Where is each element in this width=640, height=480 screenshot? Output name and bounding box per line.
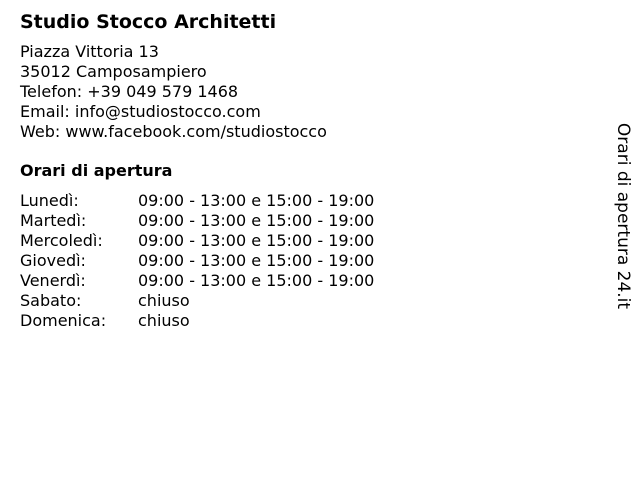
opening-hours-table xyxy=(20,191,600,331)
hours-row-friday xyxy=(20,271,600,291)
hours-day: Lunedì: xyxy=(20,191,79,210)
hours-day: Venerdì: xyxy=(20,271,86,290)
business-card xyxy=(20,10,600,331)
hours-day: Martedì: xyxy=(20,211,87,230)
city-line: 35012 Camposampiero xyxy=(20,62,207,81)
hours-time: 09:00 - 13:00 e 15:00 - 19:00 xyxy=(138,211,375,230)
hours-time: chiuso xyxy=(138,291,190,310)
hours-time: chiuso xyxy=(138,311,190,330)
hours-day: Giovedì: xyxy=(20,251,86,270)
hours-row-sunday xyxy=(20,311,600,331)
hours-time: 09:00 - 13:00 e 15:00 - 19:00 xyxy=(138,231,375,250)
hours-time: 09:00 - 13:00 e 15:00 - 19:00 xyxy=(138,251,375,270)
hours-row-monday xyxy=(20,191,600,211)
phone-line: Telefon: +39 049 579 1468 xyxy=(20,82,239,101)
site-watermark: Orari di apertura 24.it xyxy=(613,122,633,310)
hours-row-saturday xyxy=(20,291,600,311)
hours-time: 09:00 - 13:00 e 15:00 - 19:00 xyxy=(138,271,375,290)
email-line: Email: info@studiostocco.com xyxy=(20,102,261,121)
hours-row-wednesday xyxy=(20,231,600,251)
opening-hours-heading: Orari di apertura xyxy=(20,161,173,180)
hours-row-tuesday xyxy=(20,211,600,231)
address-line: Piazza Vittoria 13 xyxy=(20,42,159,61)
hours-day: Sabato: xyxy=(20,291,82,310)
business-name: Studio Stocco Architetti xyxy=(20,11,277,33)
hours-day: Domenica: xyxy=(20,311,107,330)
web-line: Web: www.facebook.com/studiostocco xyxy=(20,122,327,141)
hours-day: Mercoledì: xyxy=(20,231,103,250)
hours-row-thursday xyxy=(20,251,600,271)
hours-time: 09:00 - 13:00 e 15:00 - 19:00 xyxy=(138,191,375,210)
